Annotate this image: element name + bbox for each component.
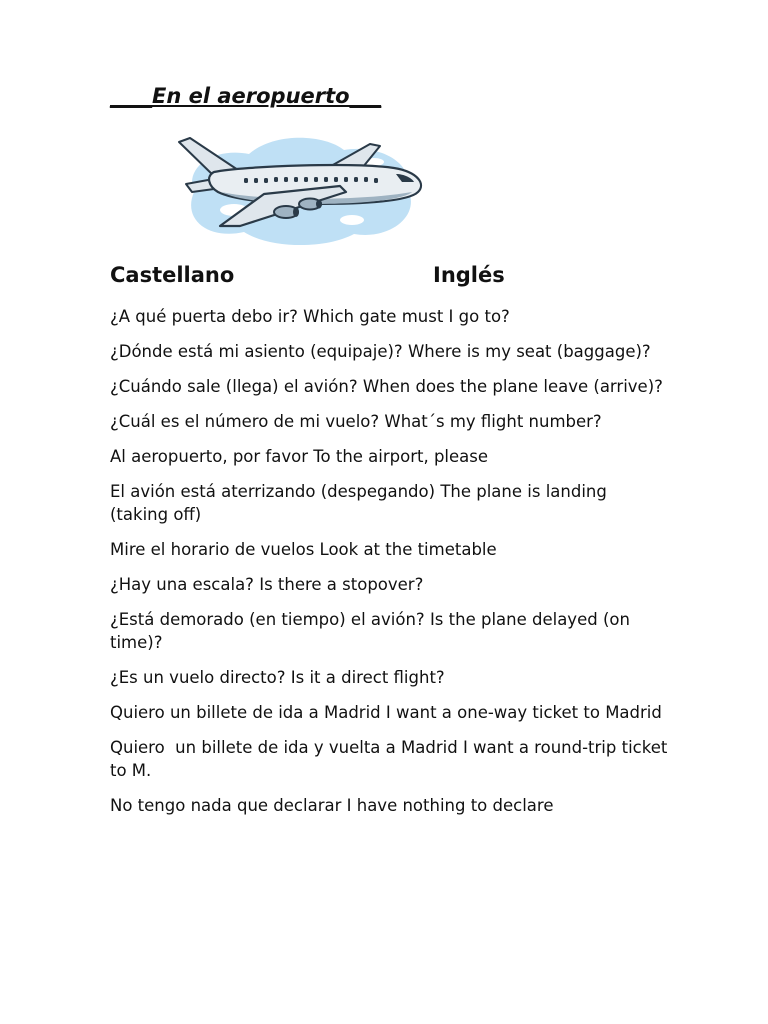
airplane-icon [174, 122, 426, 252]
phrase-spanish: Quiero un billete de ida a Madrid [110, 703, 381, 722]
phrase-english: Is it a direct flight? [290, 668, 445, 687]
phrase-item [110, 445, 670, 468]
phrase-english: When does the plane leave (arrive)? [362, 377, 663, 396]
phrase-english: Is there a stopover? [259, 575, 424, 594]
phrase-english: Where is my seat (baggage)? [407, 342, 651, 361]
phrase-item [110, 608, 670, 654]
phrase-item [110, 538, 670, 561]
phrase-item [110, 794, 670, 817]
phrase-spanish: Mire el horario de vuelos [110, 540, 315, 559]
phrase-item [110, 375, 670, 398]
phrase-spanish: No tengo nada que declarar [110, 796, 342, 815]
phrase-spanish: ¿Dónde está mi asiento (equipaje)? [110, 342, 403, 361]
page-title: ____En el aeropuerto___ [110, 84, 382, 108]
phrase-item [110, 340, 670, 363]
phrase-spanish: El avión está aterrizando (despegando) [110, 482, 436, 501]
phrase-item [110, 701, 670, 724]
phrase-item [110, 736, 673, 782]
phrase-english: Which gate must I go to? [303, 307, 510, 326]
phrase-english: The plane is landing (taking off) [110, 482, 613, 524]
phrase-english: What´s my flight number? [384, 412, 602, 431]
phrase-spanish: ¿Cuál es el número de mi vuelo? [110, 412, 380, 431]
phrase-spanish: ¿Es un vuelo directo? [110, 668, 286, 687]
phrase-spanish: ¿Cuándo sale (llega) el avión? [110, 377, 358, 396]
column-header-spanish: Castellano [110, 263, 235, 287]
phrase-english: Look at the timetable [319, 540, 497, 559]
phrase-spanish: ¿Hay una escala? [110, 575, 254, 594]
phrase-item [110, 573, 670, 596]
phrase-english: Is the plane delayed (on time)? [110, 610, 636, 652]
phrase-item [110, 666, 670, 689]
phrase-english: I want a round-trip ticket to M. [110, 738, 673, 780]
column-header-english: Inglés [433, 263, 505, 287]
phrase-item [110, 480, 670, 526]
phrase-spanish: ¿A qué puerta debo ir? [110, 307, 298, 326]
phrase-spanish: Quiero un billete de ida y vuelta a Madrid [110, 738, 458, 757]
phrase-english: To the airport, please [313, 447, 489, 466]
phrase-english: I want a one-way ticket to Madrid [385, 703, 662, 722]
phrase-list [110, 305, 673, 829]
phrase-item [110, 410, 670, 433]
phrase-spanish: ¿Está demorado (en tiempo) el avión? [110, 610, 425, 629]
phrase-spanish: Al aeropuerto, por favor [110, 447, 308, 466]
phrase-item [110, 305, 670, 328]
phrase-english: I have nothing to declare [346, 796, 554, 815]
